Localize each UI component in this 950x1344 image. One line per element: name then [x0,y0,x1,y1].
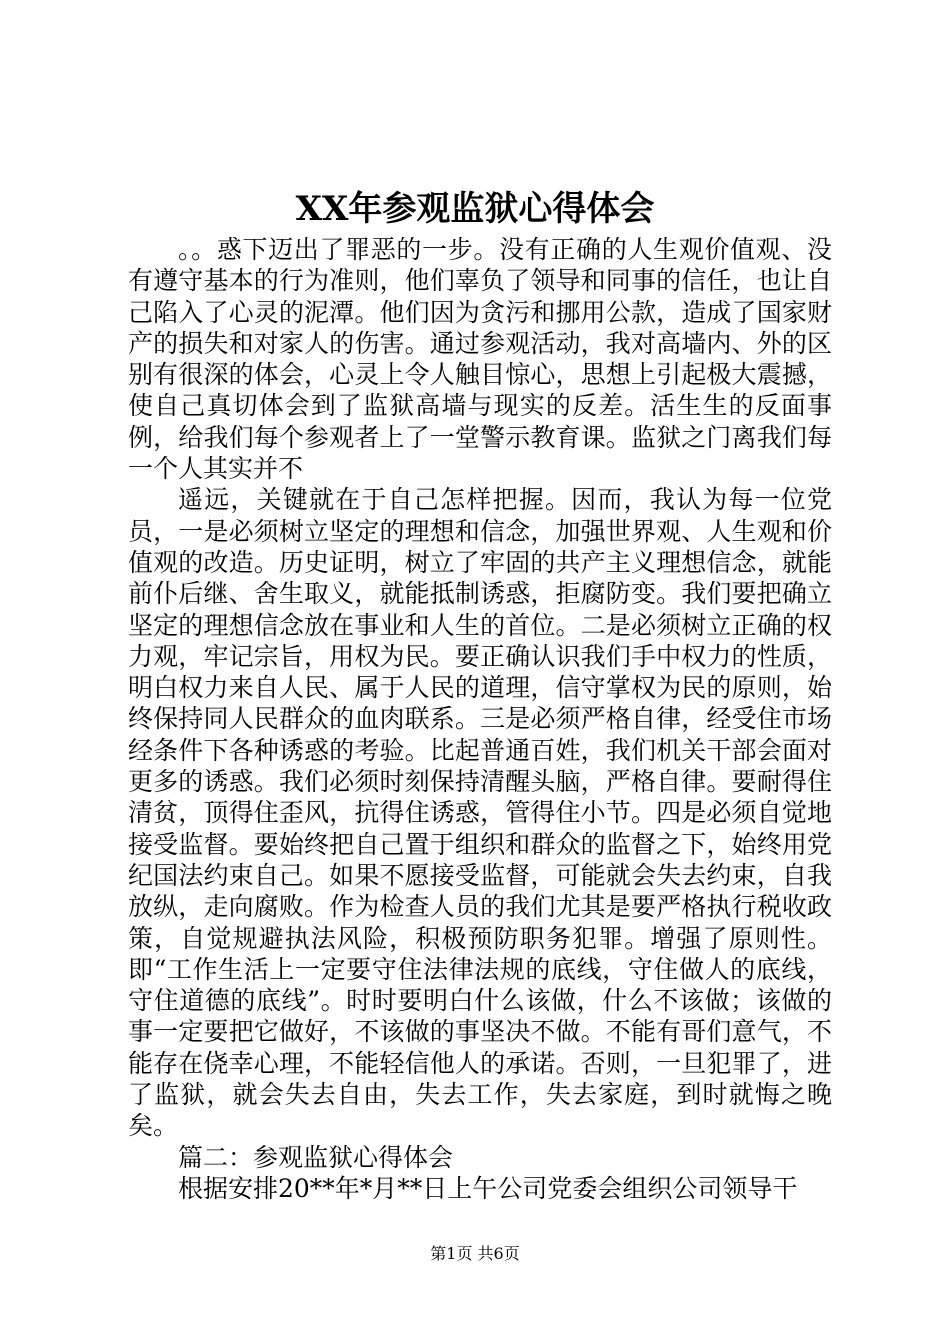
document-body [128,234,832,1204]
page-footer: 第1页 共6页 [430,1244,520,1263]
section-heading: 篇二：参观监狱心得体会 [178,1142,454,1172]
document-title: XX年参观监狱心得体会 [295,189,655,229]
paragraph-2: 遥远，关键就在于自己怎样把握。因而，我认为每一位党员，一是必须树立坚定的理想和信念，加强世界观、人生观和价值观的改造。历史证明，树立了牢固的共产主义理想信念，就能前仆后继、舍生取义，就能抵制诱惑，拒腐防变。我们要把确立坚定的理想信念放在事业和人生的首位。二是必须树立正确的权力观，牢记宗旨，用权为民。要正确认识我们手中权力的性质，明白权力来自人民、属于人民的道理，信守掌权为民的原则，始终保持同人民群众的血肉联系。三是必须严格自律，经受住市场经条件下各种诱惑的考验。比起普通百姓，我们机关干部会面对更多的诱惑。我们必须时刻保持清醒头脑，严格自律。要耐得住清贫，顶得住歪风，抗得住诱惑，管得住小节。四是必须自觉地接受监督。要始终把自己置于组织和群众的监督之下，始终用党纪国法约束自己。如果不愿接受监督，可能就会失去约束，自我放纵，走向腐败。作为检查人员的我们尤其是要严格执行税收政策，自觉规避执法风险，积极预防职务犯罪。增强了原则性。即“工作生活上一定要守住法律法规的底线，守住做人的底线，守住道德的底线”。时时要明白什么该做，什么不该做；该做的事一定要把它做好，不该做的事坚决不做。不能有哥们意气，不能存在侥幸心理，不能轻信他人的承诺。否则，一旦犯罪了，进了监狱，就会失去自由，失去工作，失去家庭，到时就悔之晚矣。 [128,485,832,1141]
paragraph-3: 根据安排20**年*月**日上午公司党委会组织公司领导干 [178,1173,798,1203]
paragraph-1: 。。惑下迈出了罪恶的一步。没有正确的人生观价值观、没有遵守基本的行为准则，他们辜负了领导和同事的信任，也让自己陷入了心灵的泥潭。他们因为贪污和挪用公款，造成了国家财产的损失和对家人的伤害。通过参观活动，我对高墙内、外的区别有很深的体会，心灵上令人触目惊心，思想上引起极大震撼，使自己真切体会到了监狱高墙与现实的反差。活生生的反面事例，给我们每个参观者上了一堂警示教育课。监狱之门离我们每一个人其实并不 [128,235,832,484]
